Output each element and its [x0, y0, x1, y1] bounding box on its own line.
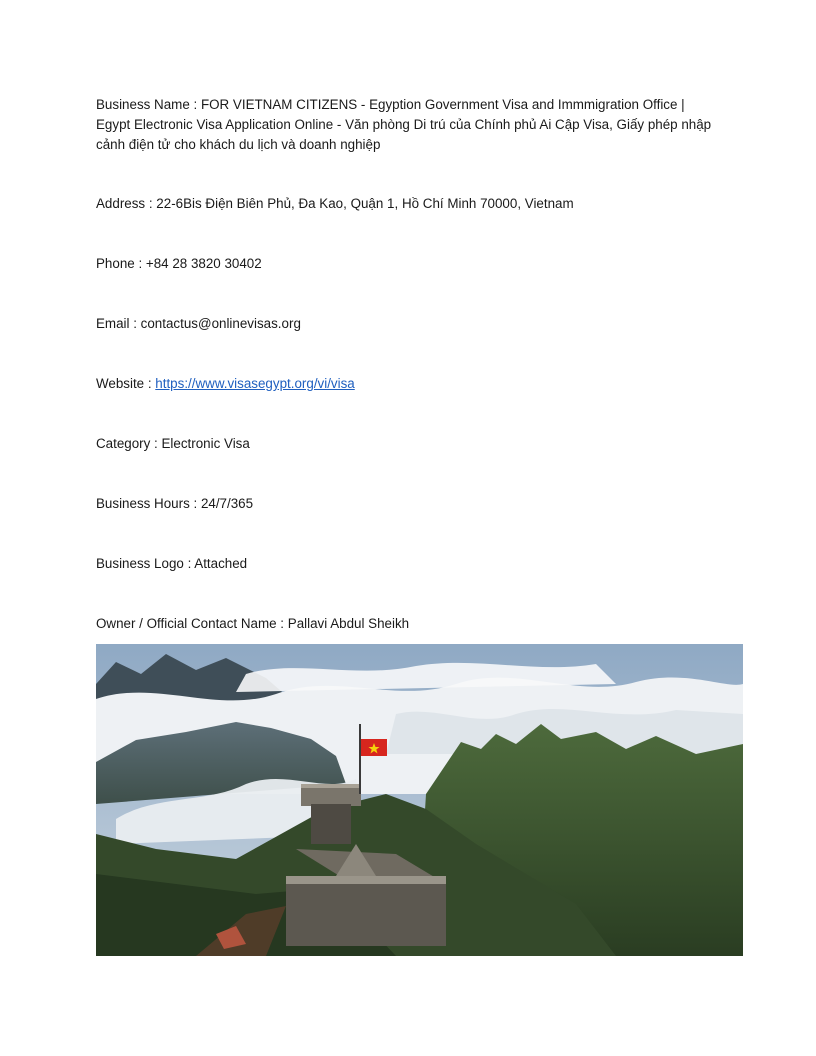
mountain-summit-photo [96, 644, 743, 956]
business-hours-label: Business Hours : [96, 496, 201, 511]
owner-line [96, 614, 720, 634]
business-name-label: Business Name : [96, 97, 201, 112]
email-label: Email : [96, 316, 141, 331]
phone-value: +84 28 3820 30402 [145, 256, 262, 271]
business-logo-line [96, 554, 720, 574]
category-label: Category : [96, 436, 162, 451]
email-line [96, 314, 720, 334]
email-value: contactus@onlinevisas.org [140, 316, 301, 331]
address-line [96, 194, 720, 214]
owner-value: Pallavi Abdul Sheikh [287, 616, 410, 631]
website-link[interactable]: https://www.visasegypt.org/vi/visa [155, 376, 355, 391]
business-hours-value: 24/7/365 [200, 496, 254, 511]
business-name-value: FOR VIETNAM CITIZENS - Egyption Government Visa and Immmigration Office | Egypt Electronic Visa Application Online - Văn phòng Di trú của Chính phủ Ai Cập Visa, Giấy phép nhập cảnh điện tử cho khách du lịch và doanh nghiệp [96, 97, 712, 152]
phone-label: Phone : [96, 256, 146, 271]
business-logo-value: Attached [194, 556, 248, 571]
owner-label: Owner / Official Contact Name : [96, 616, 288, 631]
phone-line [96, 254, 720, 274]
category-line [96, 434, 720, 454]
category-value: Electronic Visa [161, 436, 250, 451]
business-hours-line [96, 494, 720, 514]
website-label: Website : [96, 376, 156, 391]
address-value: 22-6Bis Điện Biên Phủ, Đa Kao, Quận 1, Hồ Chí Minh 70000, Vietnam [156, 196, 574, 211]
website-line [96, 374, 720, 394]
business-logo-label: Business Logo : [96, 556, 195, 571]
mountain-photo-illustration [96, 644, 743, 956]
business-name-line [96, 95, 720, 155]
address-label: Address : [96, 196, 157, 211]
